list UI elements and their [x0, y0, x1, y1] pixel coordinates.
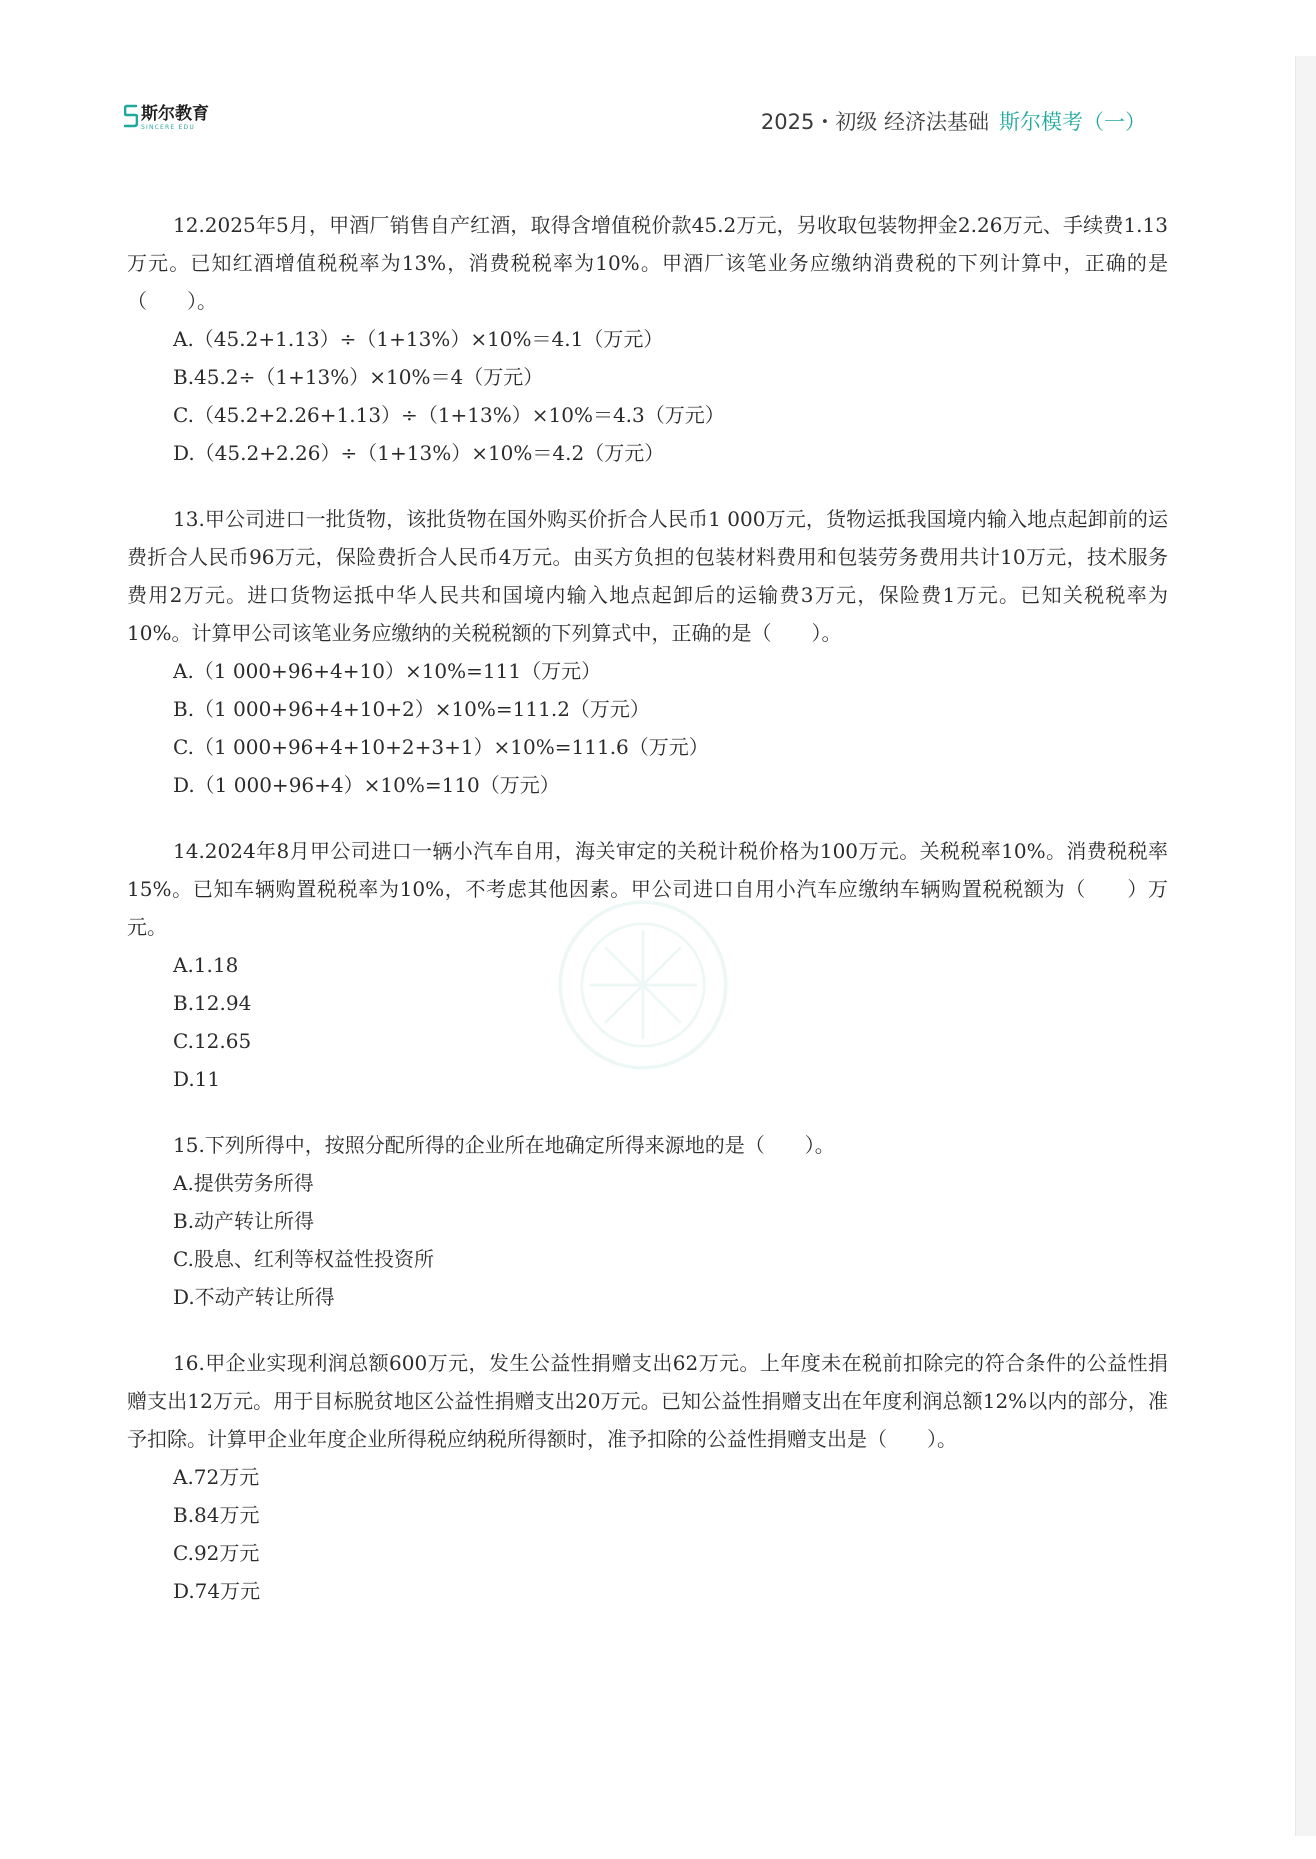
page-header [124, 104, 1146, 144]
question-stem: 16.甲企业实现利润总额600万元，发生公益性捐赠支出62万元。上年度未在税前扣除完的符合条件的公益性捐赠支出12万元。用于目标脱贫地区公益性捐赠支出20万元。已知公益性捐赠支出在年度利润总额12%以内的部分，准予扣除。计算甲企业年度企业所得税应纳税所得额时，准予扣除的公益性捐赠支出是（ ）。 [127, 1351, 1168, 1451]
exam-name: 斯尔模考（一） [999, 110, 1146, 134]
option-d: D.74万元 [173, 1579, 261, 1603]
option-a: A.提供劳务所得 [173, 1171, 314, 1195]
option-c: C.12.65 [173, 1029, 252, 1053]
option-b: B.45.2÷（1+13%）×10%＝4（万元） [173, 365, 544, 389]
question-stem: 13.甲公司进口一批货物，该批货物在国外购买价折合人民币1 000万元，货物运抵我国境内输入地点起卸前的运费折合人民币96万元，保险费折合人民币4万元。由买方负担的包装材料费用和包装劳务费用共计10万元，技术服务费用2万元。进口货物运抵中华人民共和国境内输入地点起卸后的运输费3万元，保险费1万元。已知关税税率为10%。计算甲公司该笔业务应缴纳的关税税额的下列算式中，正确的是（ ）。 [127, 507, 1168, 645]
option-a: A.（45.2+1.13）÷（1+13%）×10%＝4.1（万元） [173, 327, 664, 351]
exam-title [761, 106, 1146, 136]
question-stem: 14.2024年8月甲公司进口一辆小汽车自用，海关审定的关税计税价格为100万元。关税税率10%。消费税税率15%。已知车辆购置税税率为10%，不考虑其他因素。甲公司进口自用小汽车应缴纳车辆购置税税额为（ ）万元。 [127, 839, 1168, 939]
option-c: C.（45.2+2.26+1.13）÷（1+13%）×10%＝4.3（万元） [173, 403, 725, 427]
logo-mark-icon [124, 104, 138, 128]
option-b: B.（1 000+96+4+10+2）×10%=111.2（万元） [173, 697, 650, 721]
question-16 [127, 1344, 1168, 1610]
logo-chinese-text: 斯尔教育 [141, 104, 209, 124]
option-c: C.（1 000+96+4+10+2+3+1）×10%=111.6（万元） [173, 735, 709, 759]
option-b: B.动产转让所得 [173, 1209, 315, 1233]
option-a: A.1.18 [173, 953, 239, 977]
option-b: B.12.94 [173, 991, 252, 1015]
question-14 [127, 832, 1168, 1098]
logo-english-text: SINCERE EDU [141, 124, 195, 131]
option-d: D.（45.2+2.26）÷（1+13%）×10%＝4.2（万元） [173, 441, 665, 465]
option-c: C.股息、红利等权益性投资所 [173, 1247, 434, 1271]
option-c: C.92万元 [173, 1541, 260, 1565]
question-list [127, 206, 1168, 1638]
option-a: A.72万元 [173, 1465, 260, 1489]
option-d: D.不动产转让所得 [173, 1285, 335, 1309]
brand-logo [124, 104, 209, 132]
question-12 [127, 206, 1168, 472]
exam-subject: 2025・初级 经济法基础 [760, 110, 989, 134]
question-stem: 15.下列所得中，按照分配所得的企业所在地确定所得来源地的是（ ）。 [173, 1133, 835, 1157]
option-d: D.（1 000+96+4）×10%=110（万元） [173, 773, 560, 797]
viewer-scroll-edge [1295, 56, 1316, 1836]
question-13 [127, 500, 1168, 804]
option-a: A.（1 000+96+4+10）×10%=111（万元） [173, 659, 602, 683]
question-15 [127, 1126, 1168, 1316]
question-stem: 12.2025年5月，甲酒厂销售自产红酒，取得含增值税价款45.2万元，另收取包装物押金2.26万元、手续费1.13万元。已知红酒增值税税率为13%，消费税税率为10%。甲酒厂该笔业务应缴纳消费税的下列计算中，正确的是（ ）。 [127, 213, 1168, 313]
option-d: D.11 [173, 1067, 221, 1091]
option-b: B.84万元 [173, 1503, 260, 1527]
